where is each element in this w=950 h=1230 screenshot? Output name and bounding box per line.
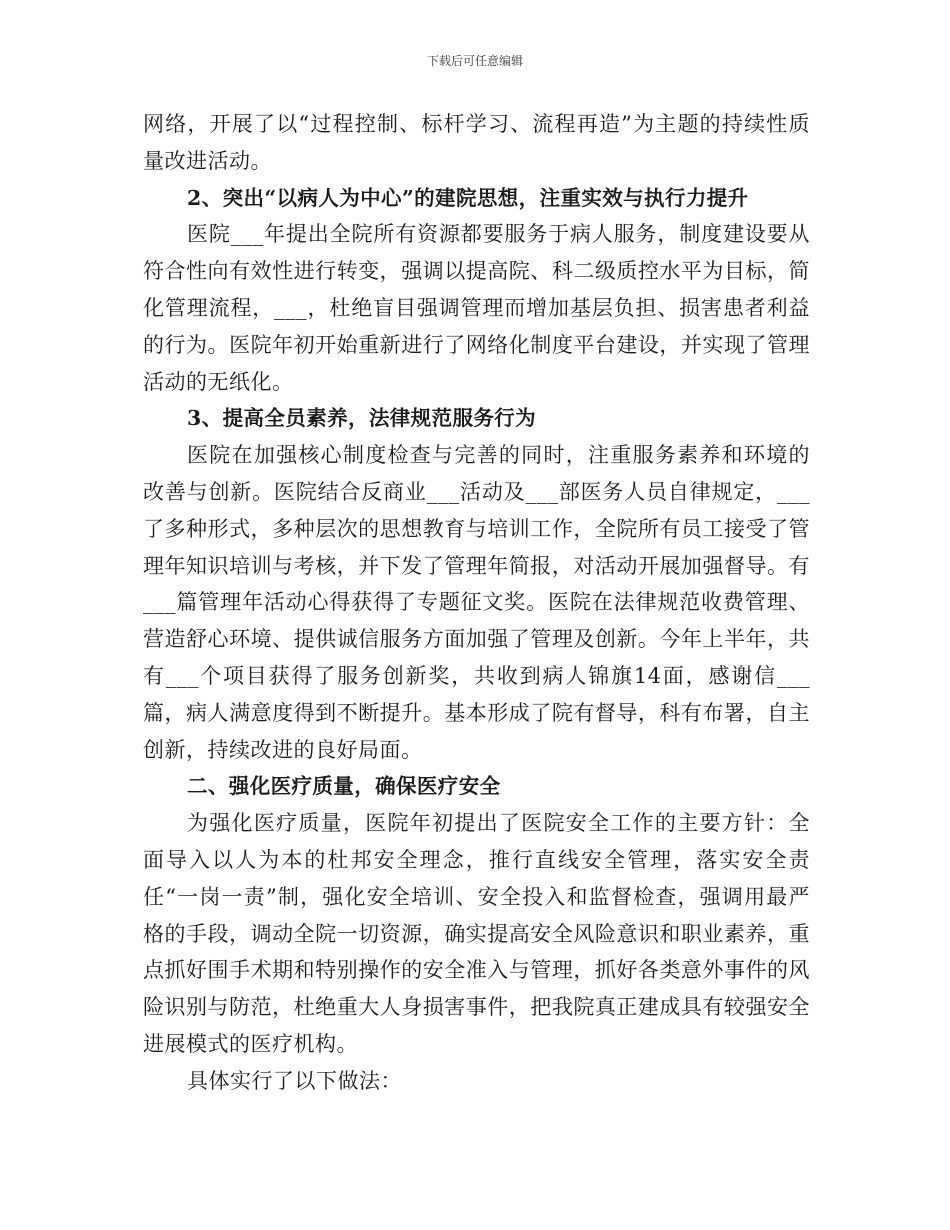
chapter-heading-medical-quality: 二、强化医疗质量，确保医疗安全 <box>187 774 501 799</box>
paragraph-system-building: 医院___年提出全院所有资源都要服务于病人服务，制度建设要从符合性向有效性进行转变，强调以提高院、科二级质控水平为目标，简化管理流程，___，杜绝盲目强调管理而增加基层负担、损害患者利益的行为。医院年初开始重新进行了网络化制度平台建设，并实现了管理活动的无纸化。 <box>143 222 810 394</box>
paragraph-safety-policy: 为强化医疗质量，医院年初提出了医院安全工作的主要方针：全面导入以人为本的杜邦安全理念，推行直线安全管理，落实安全责任“一岗一责”制，强化安全培训、安全投入和监督检查，强调用最严格的手段，调动全院一切资源，确实提高安全风险意识和职业素养，重点抓好围手术期和特别操作的安全准入与管理，抓好各类意外事件的风险识别与防范，杜绝重大人身损害事件，把我院真正建成具有较强安全进展模式的医疗机构。 <box>143 811 810 1056</box>
paragraph-continuation: 网络，开展了以“过程控制、标杆学习、流程再造”为主题的持续性质量改进活动。 <box>143 112 810 173</box>
section-heading-2: 2、突出“以病人为中心”的建院思想，注重实效与执行力提升 <box>187 185 749 210</box>
section-heading-3: 3、提高全员素养，法律规范服务行为 <box>187 406 537 431</box>
document-body <box>143 106 810 1100</box>
paragraph-service-quality: 医院在加强核心制度检查与完善的同时，注重服务素养和环境的改善与创新。医院结合反商业___活动及___部医务人员自律规定，___了多种形式，多种层次的思想教育与培训工作，全院所有员工接受了管理年知识培训与考核，并下发了管理年简报，对活动开展加强督导。有___篇管理年活动心得获得了专题征文奖。医院在法律规范收费管理、营造舒心环境、提供诚信服务方面加强了管理及创新。今年上半年，共有___个项目获得了服务创新奖，共收到病人锦旗14面，感谢信___篇，病人满意度得到不断提升。基本形成了院有督导，科有布署，自主创新，持续改进的良好局面。 <box>143 443 810 762</box>
page-header-note: 下载后可任意编辑 <box>426 54 523 68</box>
paragraph-measures-intro: 具体实行了以下做法： <box>187 1068 402 1093</box>
